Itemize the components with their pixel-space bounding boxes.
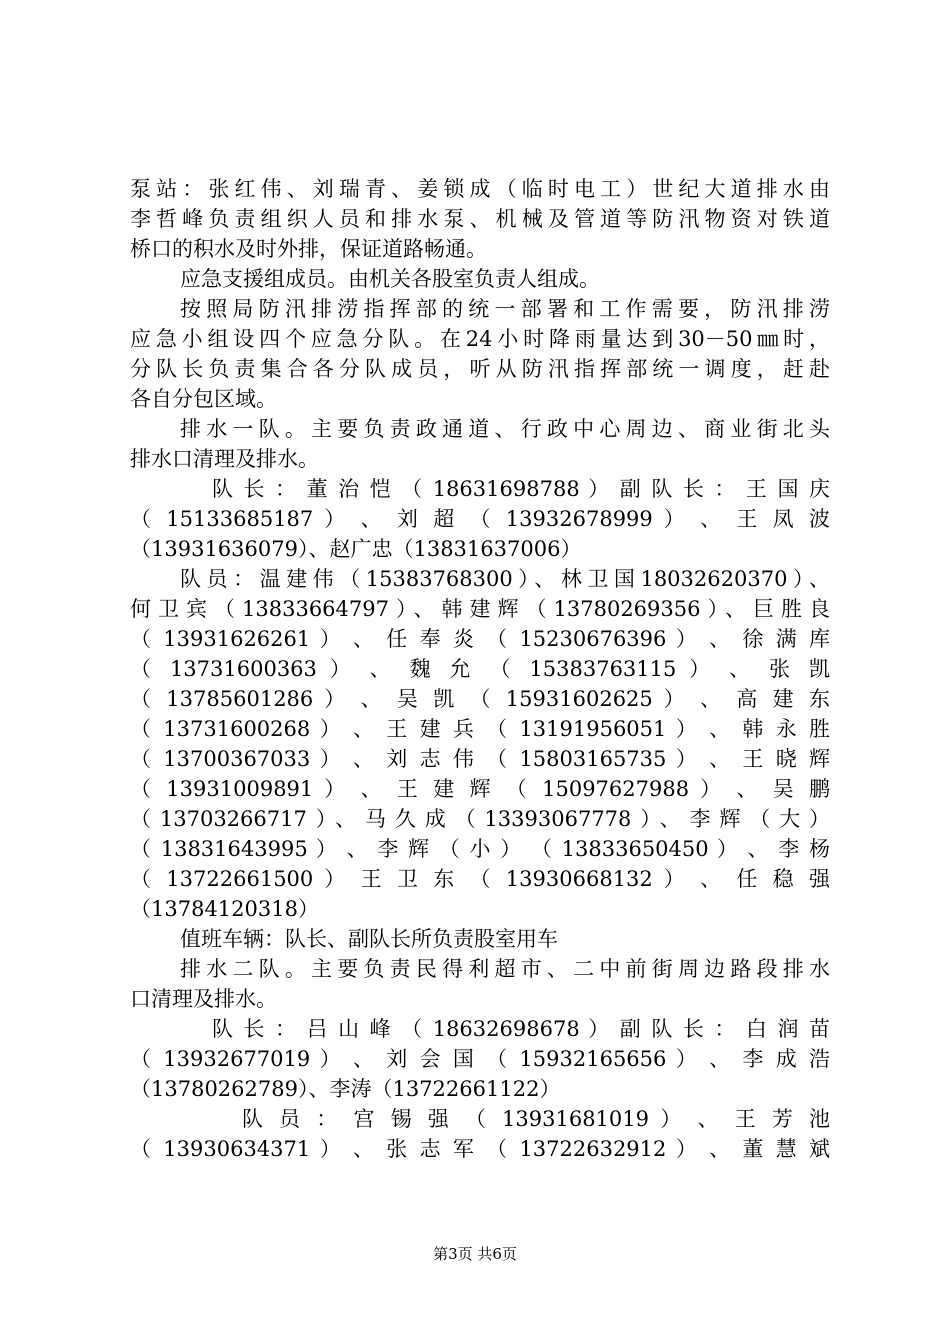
text-line: 各自分包区域。 xyxy=(130,387,277,411)
text-line: （13784120318） xyxy=(130,897,319,921)
text-line: 泵站：张红伟、刘瑞青、姜锁成（临时电工）世纪大道排水由 xyxy=(130,177,830,201)
text-line: 排水一队。主要负责政通道、行政中心周边、商业街北头 xyxy=(180,417,830,441)
text-line: 应急支援组成员。由机关各股室负责人组成。 xyxy=(180,267,600,291)
text-line: （ 13931626261 ） 、 任 奉 炎 （ 15230676396 ） 、 徐 满 库 xyxy=(130,627,830,651)
text-line: （ 13831643995 ） 、 李 辉 （ 小 ） （ 13833650450 ） 、 李 杨 xyxy=(130,837,830,861)
text-line: 队 长 ： 董 治 恺 （ 18631698788 ） 副 队 长 ： 王 国 庆 xyxy=(212,477,830,501)
text-line: 排水二队。主要负责民得利超市、二中前街周边路段排水 xyxy=(180,957,830,981)
text-line: 队 员 ： 宫 锡 强 （ 13931681019 ） 、 王 芳 池 xyxy=(242,1107,830,1131)
text-line: （ 13930634371 ） 、 张 志 军 （ 13722632912 ） 、 董 慧 斌 xyxy=(130,1137,830,1161)
text-line: 队 长 ： 吕 山 峰 （ 18632698678 ） 副 队 长 ： 白 润 苗 xyxy=(212,1017,830,1041)
text-line: 按照局防汛排涝指挥部的统一部署和工作需要，防汛排涝 xyxy=(180,297,830,321)
text-line: （13703266717）、马久成（13393067778）、李辉（大） xyxy=(130,807,830,831)
text-line: （ 13931009891 ） 、 王 建 辉 （ 15097627988 ） 、 吴 鹏 xyxy=(130,777,830,801)
text-line: （ 13731600363 ） 、 魏 允 （ 15383763115 ） 、 张 凯 xyxy=(130,657,830,681)
text-line: （ 13722661500 ） 王 卫 东 （ 13930668132 ） 、 任 稳 强 xyxy=(130,867,830,891)
text-line: （13780262789）、李涛（13722661122） xyxy=(130,1077,561,1101)
text-line: 何卫宾（13833664797）、韩建辉（13780269356）、巨胜良 xyxy=(130,597,830,621)
text-line: 桥口的积水及时外排，保证道路畅通。 xyxy=(130,237,487,261)
text-line: 李哲峰负责组织人员和排水泵、机械及管道等防汛物资对铁道 xyxy=(130,207,830,231)
text-line: （ 13785601286 ） 、 吴 凯 （ 15931602625 ） 、 高 建 东 xyxy=(130,687,830,711)
page-footer: 第3页 共6页 xyxy=(433,1245,517,1263)
text-line: （ 13932677019 ） 、 刘 会 国 （ 15932165656 ） 、 李 成 浩 xyxy=(130,1047,830,1071)
text-line: 分队长负责集合各分队成员，听从防汛指挥部统一调度，赶赴 xyxy=(130,357,830,381)
text-line: 应急小组设四个应急分队。在24小时降雨量达到30－50㎜时， xyxy=(130,327,830,351)
text-line: （ 15133685187 ） 、 刘 超 （ 13932678999 ） 、 王 凤 波 xyxy=(130,507,830,531)
text-line: 口清理及排水。 xyxy=(130,987,277,1011)
text-line: 排水口清理及排水。 xyxy=(130,447,319,471)
document-body xyxy=(130,174,830,1164)
text-line: （ 13700367033 ） 、 刘 志 伟 （ 15803165735 ） 、 王 晓 辉 xyxy=(130,747,830,771)
text-line: 队员：温建伟（15383768300）、林卫国18032620370）、 xyxy=(180,567,830,591)
text-line: （ 13731600268 ） 、 王 建 兵 （ 13191956051 ） 、 韩 永 胜 xyxy=(130,717,830,741)
text-line: 值班车辆：队长、副队长所负责股室用车 xyxy=(180,927,558,951)
text-line: （13931636079）、赵广忠（13831637006） xyxy=(130,537,582,561)
